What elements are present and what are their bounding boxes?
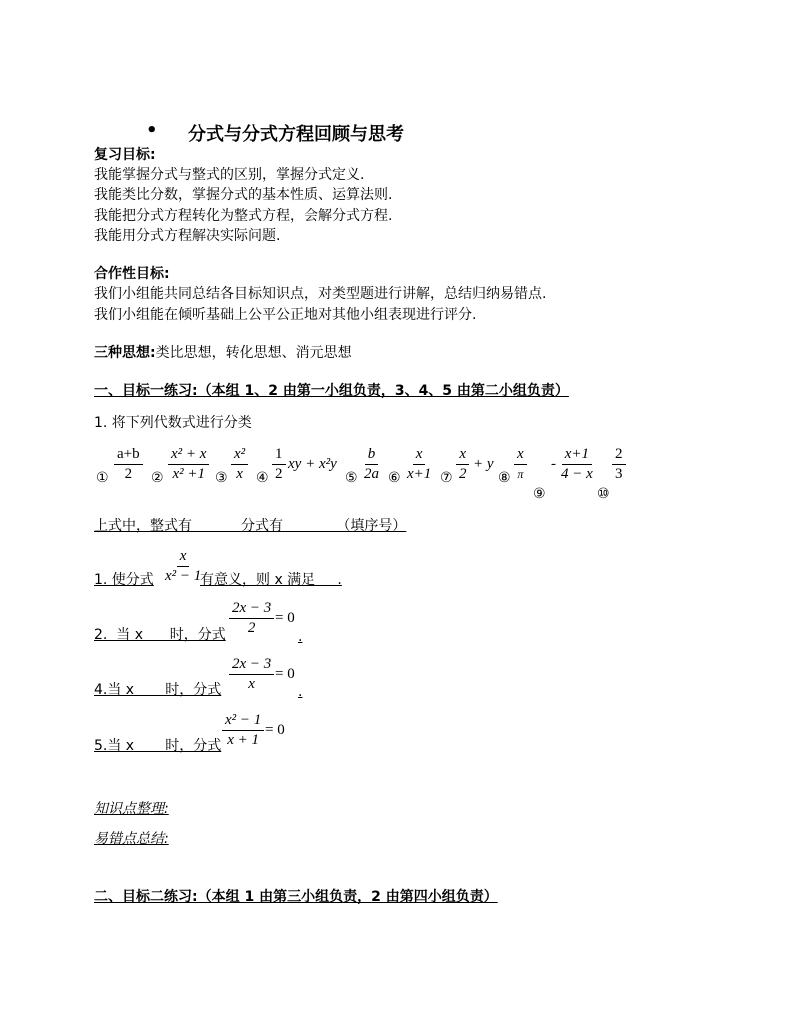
q1-label: 1. 将下列代数式进行分类	[94, 415, 252, 431]
q-b-num: 2x − 3	[229, 600, 274, 619]
expr-4-num: 1	[272, 446, 286, 465]
expr-4-fraction	[272, 446, 286, 483]
q-c-post: .	[298, 684, 303, 700]
review-heading: 复习目标:	[94, 147, 156, 163]
expr-2-num: x² + x	[168, 446, 209, 465]
expr-1-num: a+b	[114, 446, 143, 465]
expr-9-den: 4 − x	[561, 466, 593, 482]
review-line-2: 我能类比分数，掌握分式的基本性质、运算法则.	[94, 187, 393, 203]
review-line-3: 我能把分式方程转化为整式方程，会解分式方程.	[94, 208, 393, 224]
expr-7-fraction	[456, 446, 470, 483]
q-c-num: 2x − 3	[229, 656, 274, 675]
q-d-den: x + 1	[227, 732, 260, 748]
expr-7-tail: + y	[473, 456, 494, 472]
q-c-fraction	[229, 656, 274, 693]
coop-line-2: 我们小组能在倾听基础上公平公正地对其他小组表现进行评分.	[94, 307, 477, 323]
section1-heading: 一、目标一练习:（本组 1、2 由第一小组负责，3、4、5 由第二小组负责）	[94, 383, 569, 399]
expr-7-num: x	[456, 446, 469, 465]
thinking-text: 类比思想，转化思想、消元思想	[155, 345, 352, 361]
expr-7-mark: ⑦	[440, 470, 453, 486]
expr-2-mark: ②	[151, 470, 164, 486]
q-d-pre: 5.当 x 时，分式	[94, 738, 222, 754]
q-c-eq: = 0	[275, 666, 295, 682]
expr-5-fraction	[361, 446, 382, 483]
q-d-num: x² − 1	[222, 712, 264, 731]
thinking-label: 三种思想:	[94, 345, 156, 361]
expr-6-mark: ⑥	[388, 470, 401, 486]
q-b-den: 2	[247, 620, 256, 636]
expr-4-tail: xy + x²y	[288, 456, 337, 472]
coop-line-1: 我们小组能共同总结各目标知识点，对类型题进行讲解，总结归纳易错点.	[94, 286, 547, 302]
expr-1-mark: ①	[96, 470, 109, 486]
q-a-den: x² − 1	[165, 568, 202, 584]
expr-7-den: 2	[459, 466, 467, 482]
q-d-fraction	[222, 712, 264, 749]
coop-heading: 合作性目标:	[94, 266, 170, 282]
q-b-pre: 2. 当 x 时，分式	[94, 627, 226, 643]
expr-8-den: π	[517, 467, 524, 481]
expr-10-fraction	[612, 446, 626, 483]
q-a-pre: 1. 使分式	[94, 572, 154, 588]
page-title: 分式与分式方程回顾与思考	[188, 124, 404, 145]
expr-9-prefix: -	[551, 456, 556, 472]
expr-4-mark: ④	[256, 470, 269, 486]
expr-1-den: 2	[124, 466, 133, 482]
expr-10-den: 3	[615, 466, 623, 482]
q-a-fraction	[162, 548, 204, 585]
expr-10-mark: ⑩	[597, 486, 610, 502]
expr-3-num: x²	[231, 446, 248, 465]
title-bullet: •	[146, 120, 158, 141]
expr-9-num: x+1	[562, 446, 592, 465]
expr-8-fraction	[514, 446, 527, 483]
expr-8-num: x	[514, 446, 527, 465]
q-b-eq: = 0	[275, 610, 295, 626]
expr-5-num: b	[365, 446, 379, 465]
expr-5-den: 2a	[364, 466, 379, 482]
q-a-post: 有意义，则 x 满足 .	[200, 572, 342, 588]
classify-line: 上式中，整式有 分式有 （填序号）	[94, 518, 407, 534]
review-line-1: 我能掌握分式与整式的区别，掌握分式定义.	[94, 167, 365, 183]
knowledge-summary: 知识点整理:	[94, 801, 169, 817]
expr-2-den: x² +1	[172, 466, 205, 482]
expr-6-den: x+1	[407, 466, 432, 482]
expr-9-fraction	[558, 446, 596, 483]
thinking-line	[94, 343, 352, 363]
q-d-eq: = 0	[265, 722, 285, 738]
expr-1-fraction	[114, 446, 143, 483]
expr-8-mark: ⑧	[498, 470, 511, 486]
review-line-4: 我能用分式方程解决实际问题.	[94, 228, 281, 244]
errors-summary: 易错点总结:	[94, 831, 169, 847]
q-a-num: x	[177, 548, 190, 567]
q-b-post: .	[298, 629, 303, 645]
section2-heading: 二、目标二练习:（本组 1 由第三小组负责，2 由第四小组负责）	[94, 889, 498, 905]
expr-5-mark: ⑤	[345, 470, 358, 486]
expr-3-den: x	[236, 466, 243, 482]
expr-3-fraction	[231, 446, 248, 483]
q-c-den: x	[248, 676, 255, 692]
expr-6-num: x	[413, 446, 426, 465]
q-c-pre: 4.当 x 时，分式	[94, 682, 222, 698]
expr-2-fraction	[168, 446, 209, 483]
expr-9-mark: ⑨	[533, 486, 546, 502]
expr-3-mark: ③	[215, 470, 228, 486]
q-b-fraction	[229, 600, 274, 637]
expr-10-num: 2	[612, 446, 626, 465]
expr-4-den: 2	[275, 466, 283, 482]
expr-6-fraction	[404, 446, 434, 483]
